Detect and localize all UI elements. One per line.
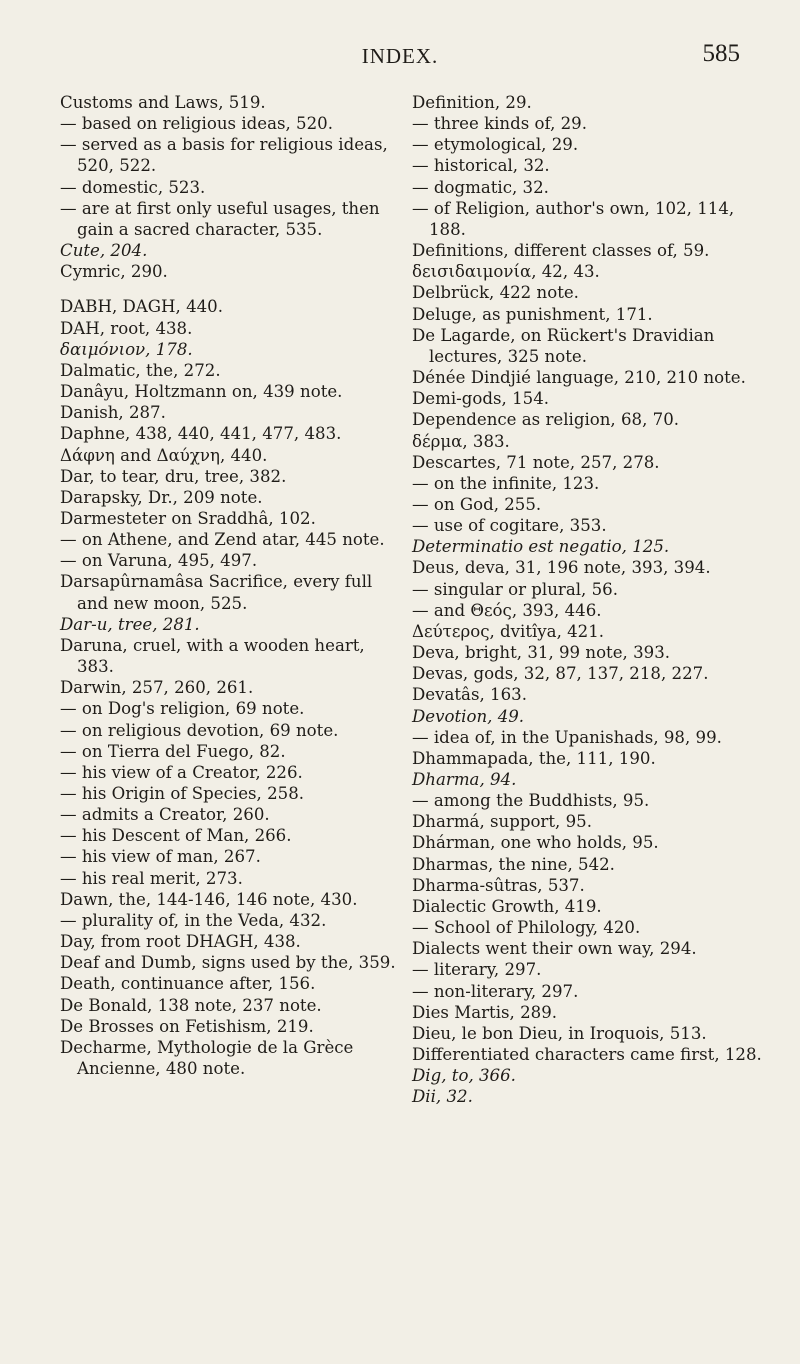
index-entry: — historical, 32. — [412, 156, 550, 176]
index-entry: Dawn, the, 144-146, 146 note, 430. — [60, 889, 358, 909]
index-entry: — and Θεός, 393, 446. — [412, 600, 602, 620]
index-entry: — dogmatic, 32. — [412, 177, 549, 197]
index-entry: — domestic, 523. — [60, 177, 206, 197]
index-entry: Delbrück, 422 note. — [412, 283, 579, 303]
index-entry: — on Dog's religion, 69 note. — [60, 699, 305, 719]
index-entry: — on God, 255. — [412, 494, 542, 514]
index-entry: Dies Martis, 289. — [412, 1002, 558, 1022]
index-entry: Definitions, different classes of, 59. — [412, 241, 710, 261]
index-entry: Deluge, as punishment, 171. — [412, 304, 653, 324]
index-entry: De Lagarde, on Rückert's Dravidian lectures, 325 note. — [412, 325, 715, 366]
index-entry: Differentiated characters came first, 128. — [412, 1045, 762, 1065]
index-entry: De Bonald, 138 note, 237 note. — [60, 995, 322, 1015]
index-entry: Determinatio est negatio, 125. — [412, 537, 670, 557]
index-entry: — singular or plural, 56. — [412, 579, 618, 599]
index-entry: Dig, to, 366. — [412, 1066, 516, 1086]
index-entry: Daruna, cruel, with a wooden heart, 383. — [60, 635, 365, 677]
index-entry: — his view of man, 267. — [60, 847, 261, 867]
index-entry: — served as a basis for religious ideas, 520, 522. — [60, 135, 388, 176]
index-entry: Cymric, 290. — [60, 262, 168, 282]
index-entry: De Brosses on Fetishism, 219. — [60, 1016, 314, 1036]
index-column-right — [412, 92, 762, 1108]
index-entry: Dénée Dindjié language, 210, 210 note. — [412, 368, 746, 388]
index-entry: Death, continuance after, 156. — [60, 974, 316, 994]
index-entry: — among the Buddhists, 95. — [412, 791, 650, 811]
index-entry: — on religious devotion, 69 note. — [60, 720, 339, 740]
index-entry: Definition, 29. — [412, 93, 532, 112]
index-entry: Deaf and Dumb, signs used by the, 359. — [60, 953, 396, 973]
index-entry: — on the infinite, 123. — [412, 473, 600, 493]
index-entry: — are at first only useful usages, then gain a sacred character, 535. — [60, 198, 380, 239]
index-entry: Dharma-sûtras, 537. — [412, 875, 585, 895]
index-entry: Devotion, 49. — [412, 706, 525, 726]
index-entry: Darapsky, Dr., 209 note. — [60, 487, 263, 507]
index-entry: Dhammapada, the, 111, 190. — [412, 748, 656, 768]
index-entry: — plurality of, in the Veda, 432. — [60, 910, 327, 930]
index-entry: DABH, DAGH, 440. — [60, 297, 224, 317]
index-entry: Dharma, 94. — [412, 770, 517, 789]
index-entry: Deva, bright, 31, 99 note, 393. — [412, 643, 671, 663]
index-entry: — his Descent of Man, 266. — [60, 826, 292, 846]
index-entry: Demi-gods, 154. — [412, 389, 550, 409]
index-entry: Dependence as religion, 68, 70. — [412, 410, 680, 430]
index-entry: DAH, root, 438. — [60, 318, 193, 338]
index-entry: — on Athene, and Zend atar, 445 note. — [60, 530, 385, 550]
index-entry: Devatâs, 163. — [412, 685, 527, 705]
index-entry: — his Origin of Species, 258. — [60, 784, 305, 803]
index-entry: δεισιδαιμονία, 42, 43. — [412, 262, 600, 282]
index-entry: — etymological, 29. — [412, 135, 579, 155]
index-entry: Dialects went their own way, 294. — [412, 939, 697, 959]
index-entry: — use of cogitare, 353. — [412, 516, 607, 536]
index-entry: Cute, 204. — [60, 241, 148, 261]
page-number: 585 — [702, 40, 740, 67]
index-entry: — School of Philology, 420. — [412, 918, 641, 938]
index-entry: Dii, 32. — [412, 1087, 473, 1107]
index-entry: Dhárman, one who holds, 95. — [412, 833, 659, 853]
index-entry: — three kinds of, 29. — [412, 114, 588, 134]
index-entry: Dalmatic, the, 272. — [60, 360, 221, 380]
index-entry: — idea of, in the Upanishads, 98, 99. — [412, 727, 722, 747]
index-entry: — his real merit, 273. — [60, 868, 243, 888]
index-entry: Daphne, 438, 440, 441, 477, 483. — [60, 424, 342, 444]
index-entry: Dar-u, tree, 281. — [60, 614, 200, 634]
section-gap — [60, 282, 400, 296]
index-entry: — literary, 297. — [412, 960, 542, 980]
index-entry: Dharmas, the nine, 542. — [412, 854, 615, 874]
index-entry: — admits a Creator, 260. — [60, 805, 270, 825]
page-title: INDEX. — [361, 44, 439, 68]
index-entry: — based on religious ideas, 520. — [60, 114, 333, 134]
index-entry: Danâyu, Holtzmann on, 439 note. — [60, 382, 343, 402]
index-entry: Devas, gods, 32, 87, 137, 218, 227. — [412, 664, 709, 684]
index-entry: Customs and Laws, 519. — [60, 93, 266, 112]
running-head — [0, 40, 800, 80]
index-entry: Darmesteter on Sraddhâ, 102. — [60, 508, 316, 528]
index-entry: Dialectic Growth, 419. — [412, 896, 602, 916]
index-entry: Danish, 287. — [60, 403, 166, 423]
index-entry: Δεύτερος, dvitîya, 421. — [412, 621, 605, 641]
index-entry: δέρμα, 383. — [412, 431, 510, 451]
index-entry: — non-literary, 297. — [412, 981, 579, 1001]
index-entry: Darsapûrnamâsa Sacrifice, every full and new moon, 525. — [60, 572, 373, 613]
index-entry: — on Varuna, 495, 497. — [60, 551, 258, 571]
index-entry: Dharmá, support, 95. — [412, 812, 592, 832]
index-entry: Darwin, 257, 260, 261. — [60, 678, 254, 698]
index-entry: — of Religion, author's own, 102, 114, 188. — [412, 198, 735, 239]
index-column-left — [60, 92, 400, 1079]
index-entry: — his view of a Creator, 226. — [60, 762, 303, 782]
index-entry: Δάφνη and Δαύχνη, 440. — [60, 445, 268, 465]
index-entry: — on Tierra del Fuego, 82. — [60, 741, 286, 761]
index-entry: δαιμόνιον, 178. — [60, 339, 193, 359]
index-entry: Dar, to tear, dru, tree, 382. — [60, 466, 287, 486]
index-entry: Decharme, Mythologie de la Grèce Ancienne, 480 note. — [60, 1037, 354, 1079]
index-entry: Deus, deva, 31, 196 note, 393, 394. — [412, 558, 711, 578]
index-entry: Dieu, le bon Dieu, in Iroquois, 513. — [412, 1023, 707, 1043]
index-entry: Descartes, 71 note, 257, 278. — [412, 452, 660, 472]
index-entry: Day, from root DHAGH, 438. — [60, 932, 301, 952]
